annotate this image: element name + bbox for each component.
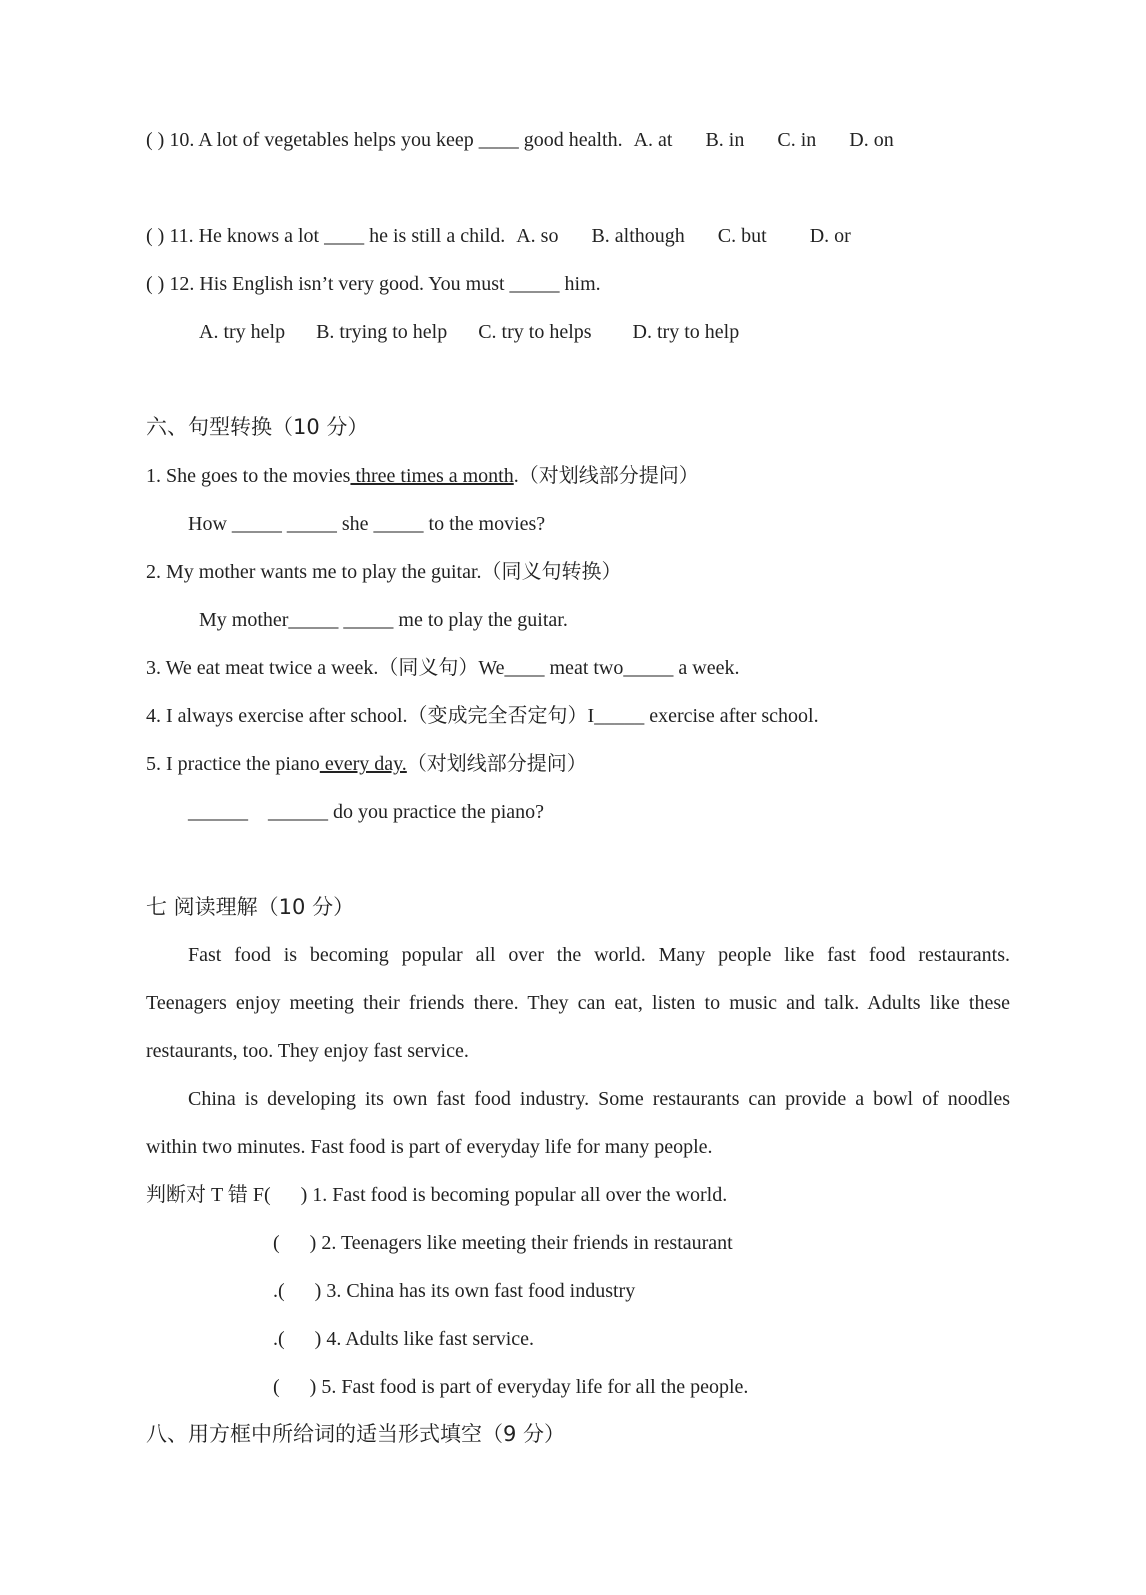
instruction: .（对划线部分提问） (513, 465, 699, 487)
transform-q5-answer: ______ ______ do you practice the piano? (188, 801, 545, 823)
option-d: D. try to help (632, 321, 740, 343)
question-10 (146, 128, 894, 152)
passage-line: restaurants, too. They enjoy fast service. (146, 1040, 469, 1062)
option-b: B. in (705, 129, 745, 151)
option-d: D. on (849, 129, 894, 151)
true-false-4: .( ) 4. Adults like fast service. (273, 1328, 535, 1350)
passage-line: Fast food is becoming popular all over the world. Many people like fast food restaurants. (188, 944, 1010, 966)
instruction: （对划线部分提问） (406, 753, 587, 775)
passage-line: Teenagers enjoy meeting their friends there. They can eat, listen to music and talk. Adults like these (146, 992, 1010, 1014)
question-11-stem: ( ) 11. He knows a lot ____ he is still a child. (146, 225, 506, 247)
option-a: A. so (516, 225, 559, 247)
true-false-3: .( ) 3. China has its own fast food industry (273, 1280, 636, 1302)
section-7-heading: 七 阅读理解（10 分） (146, 895, 355, 919)
option-c: C. in (777, 129, 817, 151)
option-a: A. try help (199, 321, 286, 343)
underlined-part: three times a month (350, 465, 514, 487)
passage-line: within two minutes. Fast food is part of everyday life for many people. (146, 1136, 713, 1158)
true-false-1 (146, 1183, 727, 1207)
transform-q4: 4. I always exercise after school.（变成完全否定句）I_____ exercise after school. (146, 705, 819, 727)
option-a: A. at (633, 129, 673, 151)
transform-q5-text: 5. I practice the piano (146, 753, 320, 775)
transform-q3: 3. We eat meat twice a week.（同义句）We____ meat two_____ a week. (146, 657, 740, 679)
option-c: C. try to helps (478, 321, 592, 343)
question-12: ( ) 12. His English isn’t very good. You must _____ him. (146, 273, 601, 295)
true-false-label: 判断对 T 错 F( (146, 1184, 271, 1206)
section-6-heading: 六、句型转换（10 分） (146, 415, 369, 439)
option-b: B. although (591, 225, 685, 247)
transform-q2-answer: My mother_____ _____ me to play the guitar. (199, 609, 568, 631)
option-b: B. trying to help (316, 321, 448, 343)
section-8-heading: 八、用方框中所给词的适当形式填空（9 分） (146, 1422, 566, 1446)
underlined-part: every day. (319, 753, 407, 775)
true-false-1-text: ) 1. Fast food is becoming popular all over the world. (270, 1184, 728, 1206)
true-false-5: ( ) 5. Fast food is part of everyday life for all the people. (273, 1376, 749, 1398)
passage-line: China is developing its own fast food industry. Some restaurants can provide a bowl of noodles (188, 1088, 1010, 1110)
question-11 (146, 224, 851, 248)
option-c: C. but (717, 225, 767, 247)
transform-q1-answer: How _____ _____ she _____ to the movies? (188, 513, 546, 535)
transform-q2: 2. My mother wants me to play the guitar.（同义句转换） (146, 561, 622, 583)
question-12-options (199, 320, 739, 344)
question-10-stem: ( ) 10. A lot of vegetables helps you keep ____ good health. (146, 129, 623, 151)
true-false-2: ( ) 2. Teenagers like meeting their friends in restaurant (273, 1232, 733, 1254)
transform-q5 (146, 752, 587, 776)
transform-q1 (146, 464, 699, 488)
transform-q1-text: 1. She goes to the movies (146, 465, 351, 487)
option-d: D. or (809, 225, 851, 247)
